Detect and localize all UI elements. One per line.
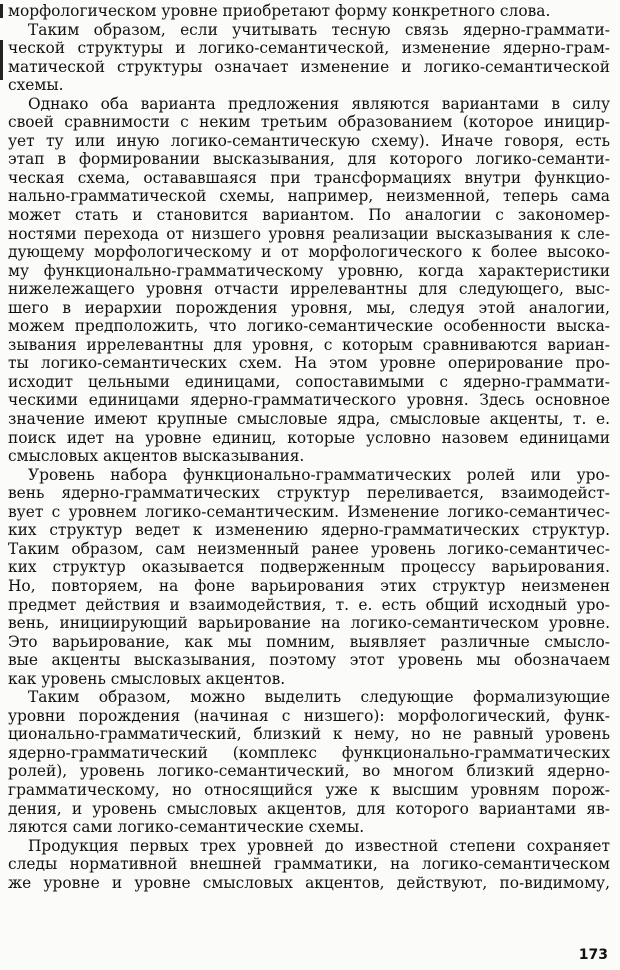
text-line: исходит цельными единицами, сопоставимыми с ядерно-граммати- — [8, 372, 610, 391]
text-line: схемы. — [8, 76, 64, 95]
text-line: ует ту или иную логико-семантическую схему). Иначе говоря, есть — [8, 131, 610, 150]
text-line: Уровень набора функционально-грамматических ролей или уро- — [28, 465, 610, 484]
body-text — [8, 2, 610, 892]
text-line: уровни порождения (начиная с низшего): морфологический, функ- — [8, 706, 610, 725]
text-line: ты логико-семантических схем. На этом уровне оперирование про- — [8, 354, 610, 373]
text-line: значение имеют крупные смысловые ядра, смысловые акценты, т. е. — [8, 410, 610, 429]
text-line: дения, и уровень смысловых акцентов, для которого вариантами яв- — [8, 799, 610, 818]
text-line: ционально-грамматический, близкий к нему, но не равный уровень — [8, 725, 610, 744]
text-line: вень ядерно-грамматических структур переливается, взаимодейст- — [8, 484, 610, 503]
text-line: можем предположить, что логико-семантические особенности выска- — [8, 317, 610, 336]
left-margin-mark — [0, 4, 3, 18]
paragraph — [8, 837, 610, 893]
text-line: Таким образом, если учитывать тесную связь ядерно-граммати- — [28, 20, 610, 39]
text-line: вень, инициирующий варьирование на логико-семантическом уровне. — [8, 614, 610, 633]
text-line: же уровне и уровне смысловых акцентов, действуют, по-видимому, — [8, 873, 610, 892]
text-line: ролей), уровень логико-семантический, во многом близкий ядерно- — [8, 762, 610, 781]
paragraph — [8, 466, 610, 689]
text-line: ких структур ведет к изменению ядерно-грамматических структур. — [8, 521, 610, 540]
paragraph — [8, 95, 610, 466]
left-margin-mark — [0, 40, 3, 80]
text-line: нально-грамматической схемы, например, неизменной, теперь сама — [8, 187, 610, 206]
text-line: вует с уровнем логико-семантическим. Изменение логико-семантичес- — [8, 502, 610, 521]
text-line: дующему морфологическому и от морфологического к более высоко- — [8, 243, 610, 262]
paragraph — [8, 21, 610, 95]
text-line: зывания иррелевантны для уровня, с которым сравниваются вариан- — [8, 335, 610, 354]
text-line: этап в формировании высказывания, для которого логико-семанти- — [8, 150, 610, 169]
text-line: шего в иерархии порождения уровня, мы, следуя этой аналогии, — [8, 298, 610, 317]
text-line: матической структуры означает изменение и логико-семантической — [8, 57, 610, 76]
text-line: ческой структуры и логико-семантической, изменение ядерно-грам- — [8, 39, 610, 58]
text-line: ностями перехода от низшего уровня реализации высказывания к сле- — [8, 224, 610, 243]
text-line: может стать и становится вариантом. По аналогии с закономер- — [8, 206, 610, 225]
page-number: 173 — [578, 947, 608, 963]
text-line: следы нормативной внешней грамматики, на логико-семантическом — [8, 855, 610, 874]
text-line: нижележащего уровня отчасти иррелевантны для следующего, выс- — [8, 280, 610, 299]
text-line: вые акценты высказывания, поэтому этот уровень мы обозначаем — [8, 651, 610, 670]
text-line: поиск идет на уровне единиц, которые условно назовем единицами — [8, 428, 610, 447]
text-line: Это варьирование, как мы помним, выявляет различные смысло- — [8, 632, 610, 651]
text-line: Таким образом, сам неизменный ранее уровень логико-семантичес- — [8, 539, 610, 558]
text-line: Но, повторяем, на фоне варьирования этих структур неизменен — [8, 576, 610, 595]
paragraph — [8, 2, 610, 21]
text-line: Продукция первых трех уровней до известной степени сохраняет — [28, 836, 610, 855]
text-line: грамматическому, но относящийся уже к высшим уровням порож- — [8, 780, 610, 799]
text-line: ческими единицами ядерно-грамматического уровня. Здесь основное — [8, 391, 610, 410]
text-line: ческая схема, остававшаяся при трансформациях внутри функцио- — [8, 168, 610, 187]
text-line: как уровень смысловых акцентов. — [8, 669, 286, 688]
text-line: Однако оба варианта предложения являются вариантами в силу — [28, 94, 610, 113]
text-line: предмет действия и взаимодействия, т. е. есть общий исходный уро- — [8, 595, 610, 614]
text-line: ляются сами логико-семантические схемы. — [8, 818, 365, 837]
text-line: ких структур оказывается подверженным процессу варьирования. — [8, 558, 610, 577]
paragraph — [8, 688, 610, 836]
text-line: своей сравнимости с неким третьим образованием (которое иницир- — [8, 113, 610, 132]
text-line: му функционально-грамматическому уровню, когда характеристики — [8, 261, 610, 280]
text-line: ядерно-грамматический (комплекс функционально-грамматических — [8, 743, 610, 762]
text-line: Таким образом, можно выделить следующие формализующие — [28, 688, 610, 707]
text-line: смысловых акцентов высказывания. — [8, 447, 305, 466]
text-line: морфологическом уровне приобретают форму конкретного слова. — [8, 2, 551, 20]
